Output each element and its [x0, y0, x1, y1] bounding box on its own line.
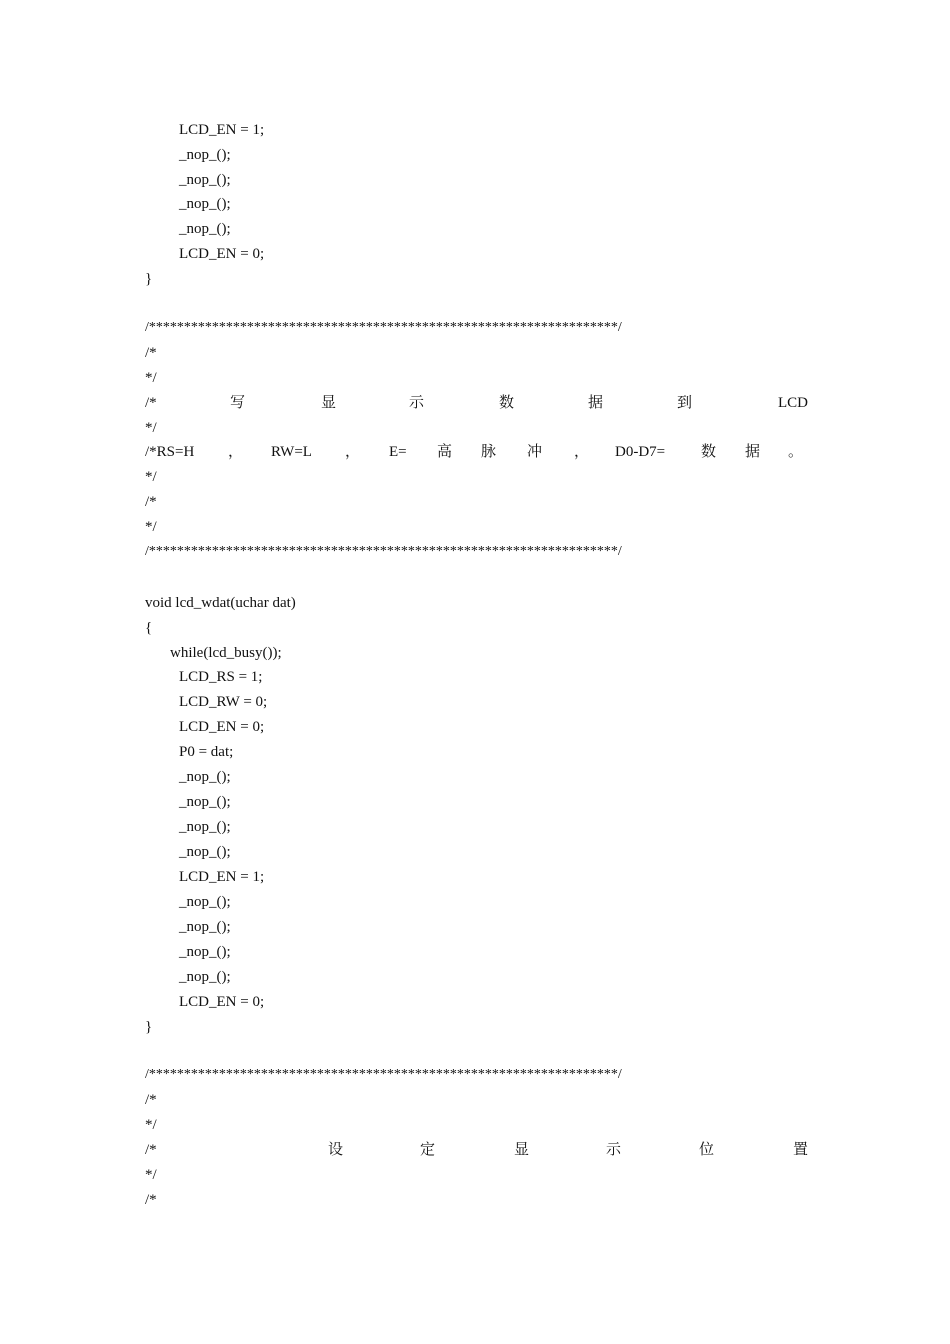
code-line: LCD_RS = 1; — [179, 669, 263, 685]
comment-close: */ — [145, 519, 157, 535]
code-line: _nop_(); — [179, 147, 231, 163]
comment-banner: /*******************************************************************/ — [145, 320, 622, 335]
comment-token: 数 — [499, 395, 515, 411]
code-line: LCD_EN = 0; — [179, 246, 265, 262]
comment-close: */ — [145, 1117, 157, 1133]
code-line: _nop_(); — [179, 969, 231, 985]
comment-title-row — [145, 1141, 808, 1161]
code-line: _nop_(); — [179, 221, 231, 237]
comment-token: 写 — [230, 395, 246, 411]
comment-token: 据 — [745, 444, 761, 460]
comment-token: E= — [389, 444, 407, 460]
comment-token: 显 — [321, 395, 337, 411]
code-line: while(lcd_busy()); — [170, 645, 282, 661]
function-signature: void lcd_wdat(uchar dat) — [145, 595, 296, 611]
code-line: _nop_(); — [179, 844, 231, 860]
code-line: _nop_(); — [179, 769, 231, 785]
comment-token: /* — [145, 395, 157, 411]
comment-token: 示 — [409, 395, 425, 411]
code-line: _nop_(); — [179, 819, 231, 835]
code-line: _nop_(); — [179, 894, 231, 910]
comment-token: ， — [345, 444, 361, 460]
comment-close: */ — [145, 1167, 157, 1183]
comment-token: ， — [574, 444, 590, 460]
comment-open: /* — [145, 1192, 157, 1208]
code-line: _nop_(); — [179, 944, 231, 960]
comment-token: 。 — [788, 444, 804, 460]
code-line: LCD_EN = 0; — [179, 719, 265, 735]
comment-open: /* — [145, 1092, 157, 1108]
code-line: _nop_(); — [179, 919, 231, 935]
comment-token: 位 — [699, 1142, 715, 1158]
comment-token: /* — [145, 1142, 157, 1158]
code-line: LCD_EN = 0; — [179, 994, 265, 1010]
code-line: LCD_EN = 1; — [179, 869, 265, 885]
comment-banner: /*******************************************************************/ — [145, 544, 622, 559]
comment-token: 定 — [420, 1142, 436, 1158]
code-line: P0 = dat; — [179, 744, 234, 760]
code-line: _nop_(); — [179, 196, 231, 212]
closing-brace: } — [145, 1019, 153, 1035]
closing-brace: } — [145, 271, 153, 287]
code-line: _nop_(); — [179, 794, 231, 810]
comment-token: 显 — [514, 1142, 530, 1158]
opening-brace: { — [145, 620, 153, 636]
comment-open: /* — [145, 345, 157, 361]
code-line: LCD_EN = 1; — [179, 122, 265, 138]
comment-close: */ — [145, 420, 157, 436]
code-line: LCD_RW = 0; — [179, 694, 268, 710]
comment-open: /* — [145, 494, 157, 510]
code-line: _nop_(); — [179, 172, 231, 188]
comment-token: ， — [228, 444, 244, 460]
comment-token: 数 — [701, 444, 717, 460]
comment-detail-row — [145, 443, 808, 463]
comment-token: RW=L — [271, 444, 312, 460]
comment-token: 置 — [792, 1142, 808, 1158]
comment-token: /*RS=H — [145, 444, 195, 460]
comment-token: 示 — [606, 1142, 622, 1158]
comment-token: D0-D7= — [615, 444, 666, 460]
comment-token: 冲 — [527, 444, 543, 460]
comment-close: */ — [145, 469, 157, 485]
comment-token: 脉 — [481, 444, 497, 460]
comment-title-row — [145, 394, 808, 414]
comment-banner: /*******************************************************************/ — [145, 1067, 622, 1082]
comment-token: 到 — [677, 395, 693, 411]
comment-token: 设 — [328, 1142, 344, 1158]
comment-token: LCD — [778, 395, 808, 411]
comment-close: */ — [145, 370, 157, 386]
comment-token: 据 — [588, 395, 604, 411]
comment-token: 高 — [437, 444, 453, 460]
